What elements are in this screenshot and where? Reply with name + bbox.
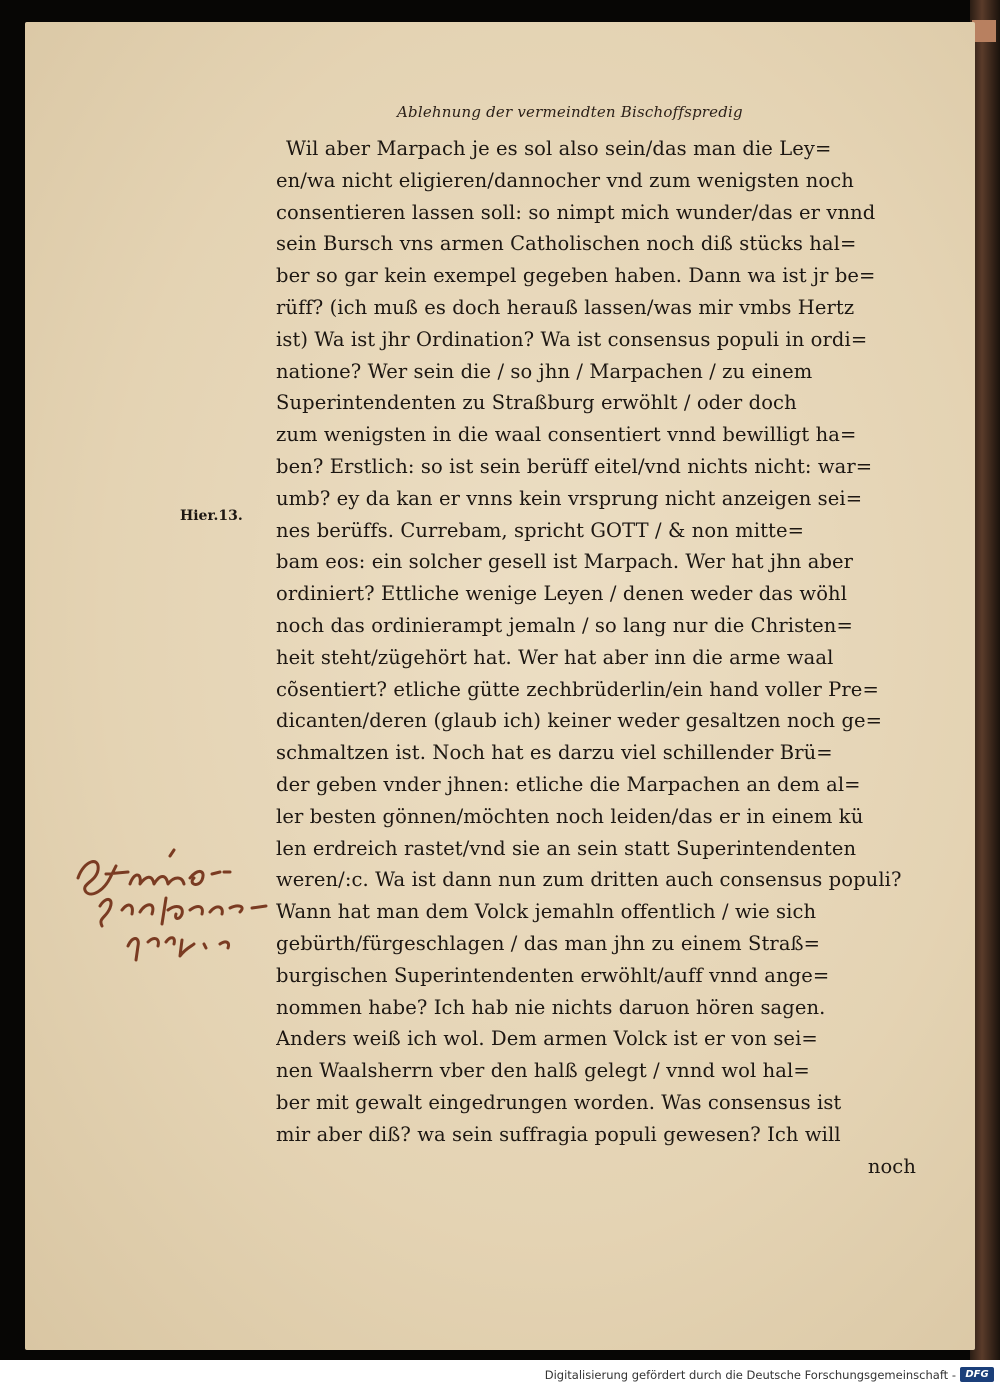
text-line: ler besten gönnen/möchten noch leiden/das er in einem kü <box>276 804 864 828</box>
text-line: Wil aber Marpach je es sol also sein/das man die Ley= <box>286 137 832 160</box>
text-line: ber mit gewalt eingedrungen worden. Was consensus ist <box>276 1090 842 1114</box>
text-line: Anders weiß ich wol. Dem armen Volck ist er von sei= <box>276 1027 818 1051</box>
text-line: weren/:c. Wa ist dann nun zum dritten auch consensus populi? <box>276 868 902 892</box>
handwritten-annotation <box>70 848 280 968</box>
text-line: nen Waalsherrn vber den halß gelegt / vnnd wol hal= <box>276 1059 810 1083</box>
text-line: consentieren lassen soll: so nimpt mich wunder/das er vnnd <box>276 200 876 224</box>
text-line: natione? Wer sein die / so jhn / Marpachen / zu einem <box>276 359 813 383</box>
text-line: bam eos: ein solcher gesell ist Marpach. Wer hat jhn aber <box>276 550 854 574</box>
text-line: ist) Wa ist jhr Ordination? Wa ist consensus populi in ordi= <box>276 327 868 351</box>
text-line: rüff? (ich muß es doch herauß lassen/was mir vmbs Hertz <box>276 295 855 319</box>
text-line: heit steht/zügehört hat. Wer hat aber inn die arme waal <box>276 645 834 669</box>
text-line: ber so gar kein exempel gegeben haben. Dann wa ist jr be= <box>276 264 876 288</box>
text-line: burgischen Superintendenten erwöhlt/auff vnnd ange= <box>276 963 830 987</box>
text-line: gebürth/fürgeschlagen / das man jhn zu einem Straß= <box>276 931 821 955</box>
text-line: cõsentiert? etliche gütte zechbrüderlin/ein hand voller Pre= <box>276 677 879 701</box>
text-line: nes berüffs. Currebam, spricht GOTT / & non mitte= <box>276 518 805 542</box>
funding-notice: Digitalisierung gefördert durch die Deutsche Forschungsgemeinschaft - <box>544 1368 956 1382</box>
footer-bar <box>0 1360 1000 1390</box>
margin-side-note: Hier.13. <box>180 508 243 524</box>
text-line: sein Bursch vns armen Catholischen noch diß stücks hal= <box>276 232 857 256</box>
text-line: Wann hat man dem Volck jemahln offentlich / wie sich <box>276 900 817 924</box>
running-head: Ablehnung der vermeindten Bischoffspredig <box>397 103 743 121</box>
text-line: nommen habe? Ich hab nie nichts daruon hören sagen. <box>276 995 826 1019</box>
text-line: en/wa nicht eligieren/dannocher vnd zum wenigsten noch <box>276 168 854 192</box>
text-line: Superintendenten zu Straßburg erwöhlt / oder doch <box>276 391 797 415</box>
dfg-logo: DFG <box>960 1367 994 1382</box>
binding-tab-marker <box>972 20 996 42</box>
text-line: umb? ey da kan er vnns kein vrsprung nicht anzeigen sei= <box>276 486 863 510</box>
text-line: len erdreich rastet/vnd sie an sein statt Superintendenten <box>276 836 857 860</box>
text-line: schmaltzen ist. Noch hat es darzu viel schillender Brü= <box>276 741 833 765</box>
text-line: mir aber diß? wa sein suffragia populi gewesen? Ich will <box>276 1122 841 1146</box>
catchword: noch <box>867 1154 916 1178</box>
text-line: dicanten/deren (glaub ich) keiner weder gesaltzen noch ge= <box>276 709 883 733</box>
text-line: ordiniert? Ettliche wenige Leyen / denen weder das wöhl <box>276 582 848 606</box>
body-text <box>276 133 916 1182</box>
text-line: ben? Erstlich: so ist sein berüff eitel/vnd nichts nicht: war= <box>276 454 873 478</box>
text-line: der geben vnder jhnen: etliche die Marpachen an dem al= <box>276 772 861 796</box>
text-line: noch das ordinierampt jemaln / so lang nur die Christen= <box>276 613 853 637</box>
text-line: zum wenigsten in die waal consentiert vnnd bewilligt ha= <box>276 423 857 447</box>
